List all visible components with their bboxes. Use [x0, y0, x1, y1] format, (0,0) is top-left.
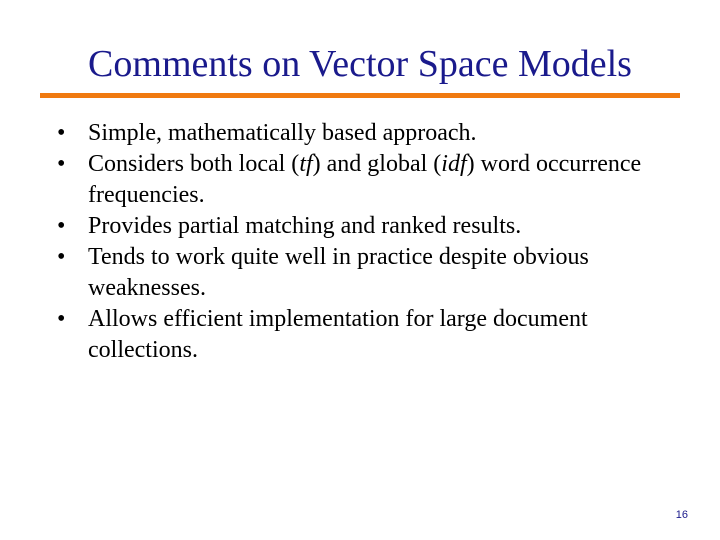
bullet-text: Simple, mathematically based approach.	[88, 120, 477, 146]
list-item	[57, 118, 677, 149]
bullet-icon: •	[57, 151, 66, 177]
bullet-text: Allows efficient implementation for large document collections.	[88, 306, 588, 363]
bullet-icon: •	[57, 306, 66, 332]
list-item	[57, 149, 677, 211]
bullet-text: Provides partial matching and ranked results.	[88, 213, 522, 239]
title-underline	[40, 93, 680, 98]
bullet-icon: •	[57, 213, 66, 239]
list-item	[57, 211, 677, 242]
bullet-list	[57, 118, 677, 366]
list-item	[57, 304, 677, 366]
bullet-icon: •	[57, 244, 66, 270]
bullet-text: Tends to work quite well in practice despite obvious weaknesses.	[88, 244, 589, 301]
bullet-text-part: ) word occurrence frequencies.	[88, 151, 642, 208]
slide-title: Comments on Vector Space Models	[88, 43, 632, 85]
bullet-icon: •	[57, 120, 66, 146]
tf-term: tf	[299, 151, 313, 177]
idf-term: idf	[441, 151, 467, 177]
bullet-text-part: ) and global (	[312, 151, 442, 177]
page-number: 16	[675, 509, 688, 521]
bullet-text-part: Considers both local (	[88, 151, 300, 177]
list-item	[57, 242, 677, 304]
